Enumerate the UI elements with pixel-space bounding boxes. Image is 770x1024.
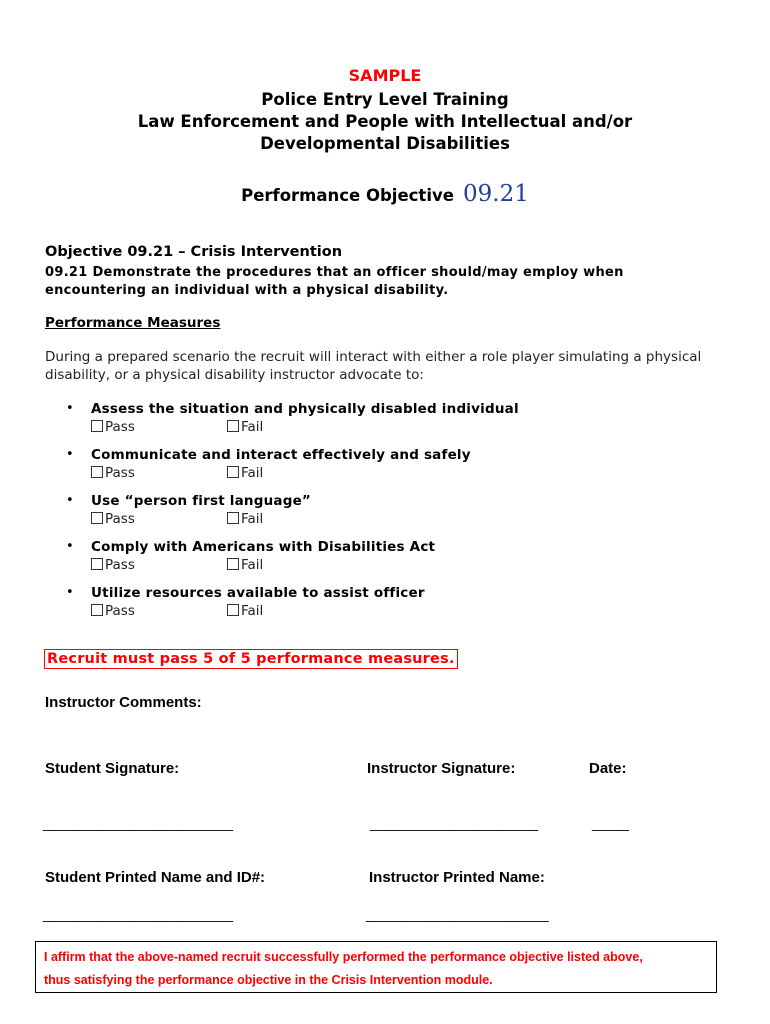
fail-checkbox[interactable] [227,511,263,527]
title-line-3: Developmental Disabilities [260,134,510,153]
pass-requirement-notice: Recruit must pass 5 of 5 performance measures. [44,649,458,669]
objective-heading: Objective 09.21 – Crisis Intervention [45,244,343,260]
pass-checkbox[interactable] [91,511,135,527]
bullet-icon: • [66,401,74,416]
checkbox-icon [227,466,239,478]
fail-label: Fail [241,511,264,527]
measure-item [45,492,725,538]
performance-measures-intro: During a prepared scenario the recruit will interact with either a role player simulating a physical disability, or a physical disability instructor advocate to: [45,349,702,383]
fail-checkbox[interactable] [227,465,263,481]
affirmation-box [35,941,717,993]
sample-label: SAMPLE [348,66,422,85]
objective-description: 09.21 Demonstrate the procedures that an officer should/may employ when encountering an individual with a physical disability. [45,265,624,298]
performance-measures-heading: Performance Measures [45,315,221,331]
pass-checkbox[interactable] [91,603,135,619]
measure-item [45,538,725,584]
fail-label: Fail [241,465,264,481]
performance-objective-label: Performance Objective [241,186,454,205]
affirmation-line-2: thus satisfying the performance objective in the Crisis Intervention module. [44,973,493,987]
checkbox-icon [91,604,103,616]
fail-label: Fail [241,419,264,435]
fail-label: Fail [241,603,264,619]
performance-objective-heading [0,181,770,207]
pass-checkbox[interactable] [91,419,135,435]
pass-label: Pass [105,511,135,527]
measure-item [45,584,725,630]
checkbox-icon [91,512,103,524]
pass-label: Pass [105,557,135,573]
checkbox-icon [227,420,239,432]
pass-label: Pass [105,419,135,435]
bullet-icon: • [66,539,74,554]
measure-item [45,400,725,446]
bullet-icon: • [66,493,74,508]
instructor-signature-line[interactable]: _______________________ [370,815,538,831]
measure-label: Assess the situation and physically disabled individual [91,401,519,417]
performance-measures-list [45,400,725,630]
checkbox-icon [91,420,103,432]
title-line-1: Police Entry Level Training [261,90,509,109]
instructor-signature-label: Instructor Signature: [367,760,516,777]
pass-label: Pass [105,603,135,619]
instructor-comments-label: Instructor Comments: [45,694,202,711]
fail-checkbox[interactable] [227,603,263,619]
bullet-icon: • [66,447,74,462]
checkbox-icon [227,558,239,570]
measure-label: Utilize resources available to assist officer [91,585,425,601]
bullet-icon: • [66,585,74,600]
checkbox-icon [91,558,103,570]
affirmation-line-1: I affirm that the above-named recruit successfully performed the performance objective listed above, [44,950,643,964]
checkbox-icon [227,604,239,616]
instructor-printed-name-line[interactable]: _________________________ [366,906,549,922]
date-label: Date: [589,760,627,777]
title-line-2: Law Enforcement and People with Intellectual and/or [137,112,633,131]
measure-label: Comply with Americans with Disabilities Act [91,539,436,555]
pass-checkbox[interactable] [91,557,135,573]
checkbox-icon [91,466,103,478]
student-printed-name-label: Student Printed Name and ID#: [45,869,266,886]
measure-item [45,446,725,492]
pass-checkbox[interactable] [91,465,135,481]
performance-objective-number: 09.21 [463,181,529,207]
student-printed-name-line[interactable]: __________________________ [43,906,233,922]
student-signature-line[interactable]: __________________________ [43,815,233,831]
fail-checkbox[interactable] [227,557,263,573]
date-line[interactable]: _____ [592,815,629,831]
fail-label: Fail [241,557,264,573]
measure-label: Communicate and interact effectively and safely [91,447,471,463]
measure-label: Use “person first language” [91,493,311,509]
checkbox-icon [227,512,239,524]
fail-checkbox[interactable] [227,419,263,435]
student-signature-label: Student Signature: [45,760,180,777]
pass-label: Pass [105,465,135,481]
instructor-printed-name-label: Instructor Printed Name: [369,869,545,886]
